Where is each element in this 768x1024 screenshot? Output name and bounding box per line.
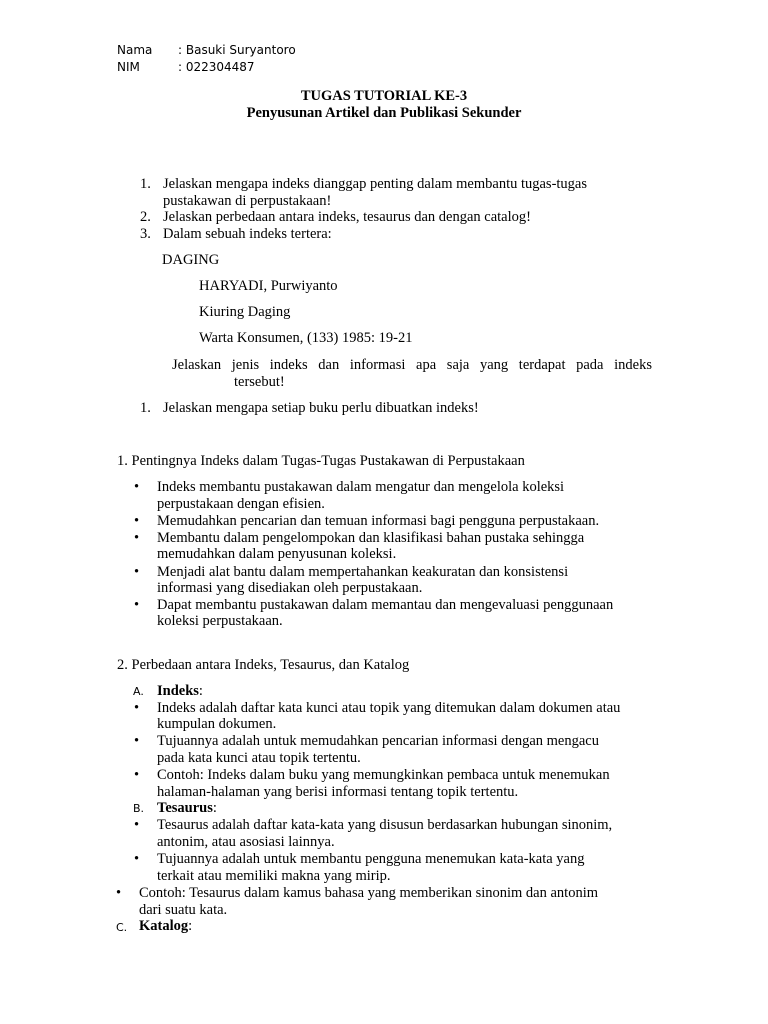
bullet-icon: [134, 700, 139, 717]
list-item: Indeks adalah daftar kata kunci atau topik yang ditemukan dalam dokumen atau: [157, 700, 621, 716]
question-text: Jelaskan perbedaan antara indeks, tesaurus dan dengan catalog!: [163, 209, 531, 225]
list-item: memudahkan dalam penyusunan koleksi.: [157, 546, 397, 562]
bullet-icon: [134, 597, 139, 614]
list-item: Memudahkan pencarian dan temuan informasi bagi pengguna perpustakaan.: [157, 513, 600, 529]
list-item: Membantu dalam pengelompokan dan klasifikasi bahan pustaka sehingga: [157, 530, 585, 546]
list-item: Menjadi alat bantu dalam mempertahankan keakuratan dan konsistensi: [157, 564, 569, 580]
question-text: Jelaskan mengapa setiap buku perlu dibuatkan indeks!: [163, 400, 479, 416]
question-text: pustakawan di perpustakaan!: [163, 193, 332, 209]
name-value: : Basuki Suryantoro: [178, 43, 296, 57]
doc-title: TUGAS TUTORIAL KE-3: [300, 88, 468, 104]
list-item: informasi yang disediakan oleh perpustakaan.: [157, 580, 423, 596]
question-number: 3.: [140, 226, 151, 242]
list-item: Dapat membantu pustakawan dalam memantau dan mengevaluasi penggunaan: [157, 597, 614, 613]
subsection-title: Tesaurus:: [157, 800, 217, 816]
index-author: HARYADI, Purwiyanto: [199, 278, 338, 294]
list-item: Tujuannya adalah untuk memudahkan pencarian informasi dengan mengacu: [157, 733, 599, 749]
bullet-icon: [134, 767, 139, 784]
bullet-icon: [134, 817, 139, 834]
bullet-icon: [134, 733, 139, 750]
question-number: 1.: [140, 400, 151, 416]
doc-subtitle: Penyusunan Artikel dan Publikasi Sekunder: [246, 105, 522, 121]
question-number: 2.: [140, 209, 151, 225]
list-item: antonim, atau asosiasi lainnya.: [157, 834, 335, 850]
list-item: Indeks membantu pustakawan dalam mengatur dan mengelola koleksi: [157, 479, 565, 495]
question3-text: tersebut!: [234, 374, 285, 390]
list-item: halaman-halaman yang berisi informasi tentang topik tertentu.: [157, 784, 519, 800]
list-marker: C.: [116, 921, 128, 934]
answer2-heading: 2. Perbedaan antara Indeks, Tesaurus, dan Katalog: [117, 657, 410, 673]
index-source: Warta Konsumen, (133) 1985: 19-21: [199, 330, 413, 346]
list-marker: B.: [133, 802, 145, 815]
bullet-icon: [134, 479, 139, 496]
subsection-title: Indeks:: [157, 683, 203, 699]
question3-text: Jelaskan jenis indeks dan informasi apa saja yang terdapat pada indeks: [172, 357, 652, 373]
list-item: perpustakaan dengan efisien.: [157, 496, 325, 512]
list-item: Tesaurus adalah daftar kata-kata yang disusun berdasarkan hubungan sinonim,: [157, 817, 613, 833]
list-item: Tujuannya adalah untuk membantu pengguna menemukan kata-kata yang: [157, 851, 585, 867]
bullet-icon: [134, 530, 139, 547]
bullet-icon: [134, 564, 139, 581]
list-item: koleksi perpustakaan.: [157, 613, 283, 629]
list-item: terkait atau memiliki makna yang mirip.: [157, 868, 391, 884]
bullet-icon: [116, 885, 121, 902]
question-text: Jelaskan mengapa indeks dianggap penting dalam membantu tugas-tugas: [163, 176, 588, 192]
name-label: Nama: [117, 43, 153, 57]
list-marker: A.: [133, 685, 144, 698]
index-work: Kiuring Daging: [199, 304, 291, 320]
question-number: 1.: [140, 176, 151, 192]
list-item: pada kata kunci atau topik tertentu.: [157, 750, 361, 766]
list-item: kumpulan dokumen.: [157, 716, 277, 732]
nim-value: : 022304487: [178, 60, 255, 74]
bullet-icon: [134, 851, 139, 868]
question-text: Dalam sebuah indeks tertera:: [163, 226, 332, 242]
index-heading: DAGING: [162, 252, 220, 268]
bullet-icon: [134, 513, 139, 530]
list-item: Contoh: Indeks dalam buku yang memungkinkan pembaca untuk menemukan: [157, 767, 610, 783]
list-item: Contoh: Tesaurus dalam kamus bahasa yang memberikan sinonim dan antonim: [139, 885, 599, 901]
subsection-title: Katalog:: [139, 918, 193, 934]
nim-label: NIM: [117, 60, 140, 74]
answer1-heading: 1. Pentingnya Indeks dalam Tugas-Tugas Pustakawan di Perpustakaan: [117, 453, 525, 469]
list-item: dari suatu kata.: [139, 902, 228, 918]
